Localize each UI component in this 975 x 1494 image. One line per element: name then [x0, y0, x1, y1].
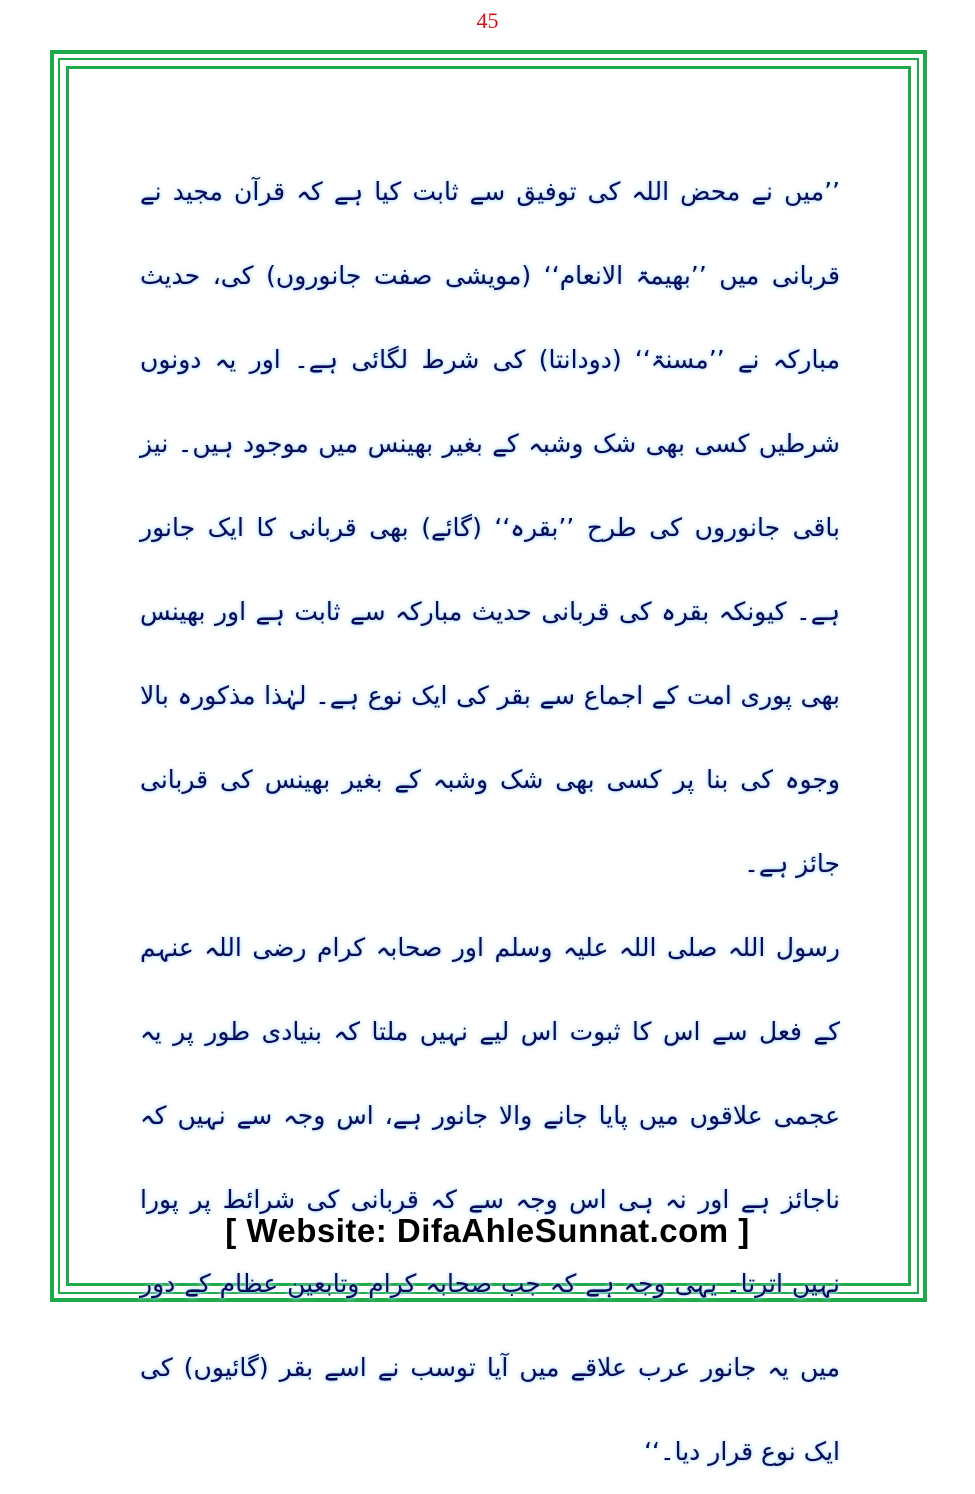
article-body	[140, 150, 840, 1494]
paragraph-1: ’’میں نے محض اللہ کی توفیق سے ثابت کیا ہے کہ قرآن مجید نے قربانی میں ’’بھیمۃ الانعام‘‘ (مویشی صفت جانوروں) کی، حدیث مبارکہ نے ’’مسنۃ‘‘ (دودانتا) کی شرط لگائی ہے۔ اور یہ دونوں شرطیں کسی بھی شک وشبہ کے بغیر بھینس میں موجود ہیں۔ نیز باقی جانوروں کی طرح ’’بقرہ‘‘ (گائے) بھی قربانی کا ایک جانور ہے۔ کیونکہ بقرہ کی قربانی حدیث مبارکہ سے ثابت ہے اور بھینس بھی پوری امت کے اجماع سے بقر کی ایک نوع ہے۔ لہٰذا مذکورہ بالا وجوہ کی بنا پر کسی بھی شک وشبہ کے بغیر بھینس کی قربانی جائز ہے۔	[140, 177, 840, 878]
website-footer: [ Website: DifaAhleSunnat.com ]	[225, 1212, 750, 1249]
paragraph-2: رسول اللہ صلی اللہ علیہ وسلم اور صحابہ کرام رضی اللہ عنہم کے فعل سے اس کا ثبوت اس لیے نہیں ملتا کہ بنیادی طور پر یہ عجمی علاقوں میں پایا جانے والا جانور ہے، اس وجہ سے نہیں کہ ناجائز ہے اور نہ ہی اس وجہ سے کہ قربانی کی شرائط پر پورا نہیں اترتا۔ یہی وجہ ہے کہ جب صحابہ کرام وتابعین عظام کے دور میں یہ جانور عرب علاقے میں آیا توسب نے اسے بقر (گائیوں) کی ایک نوع قرار دیا۔‘‘	[140, 933, 840, 1466]
page-number: 45	[476, 8, 499, 33]
